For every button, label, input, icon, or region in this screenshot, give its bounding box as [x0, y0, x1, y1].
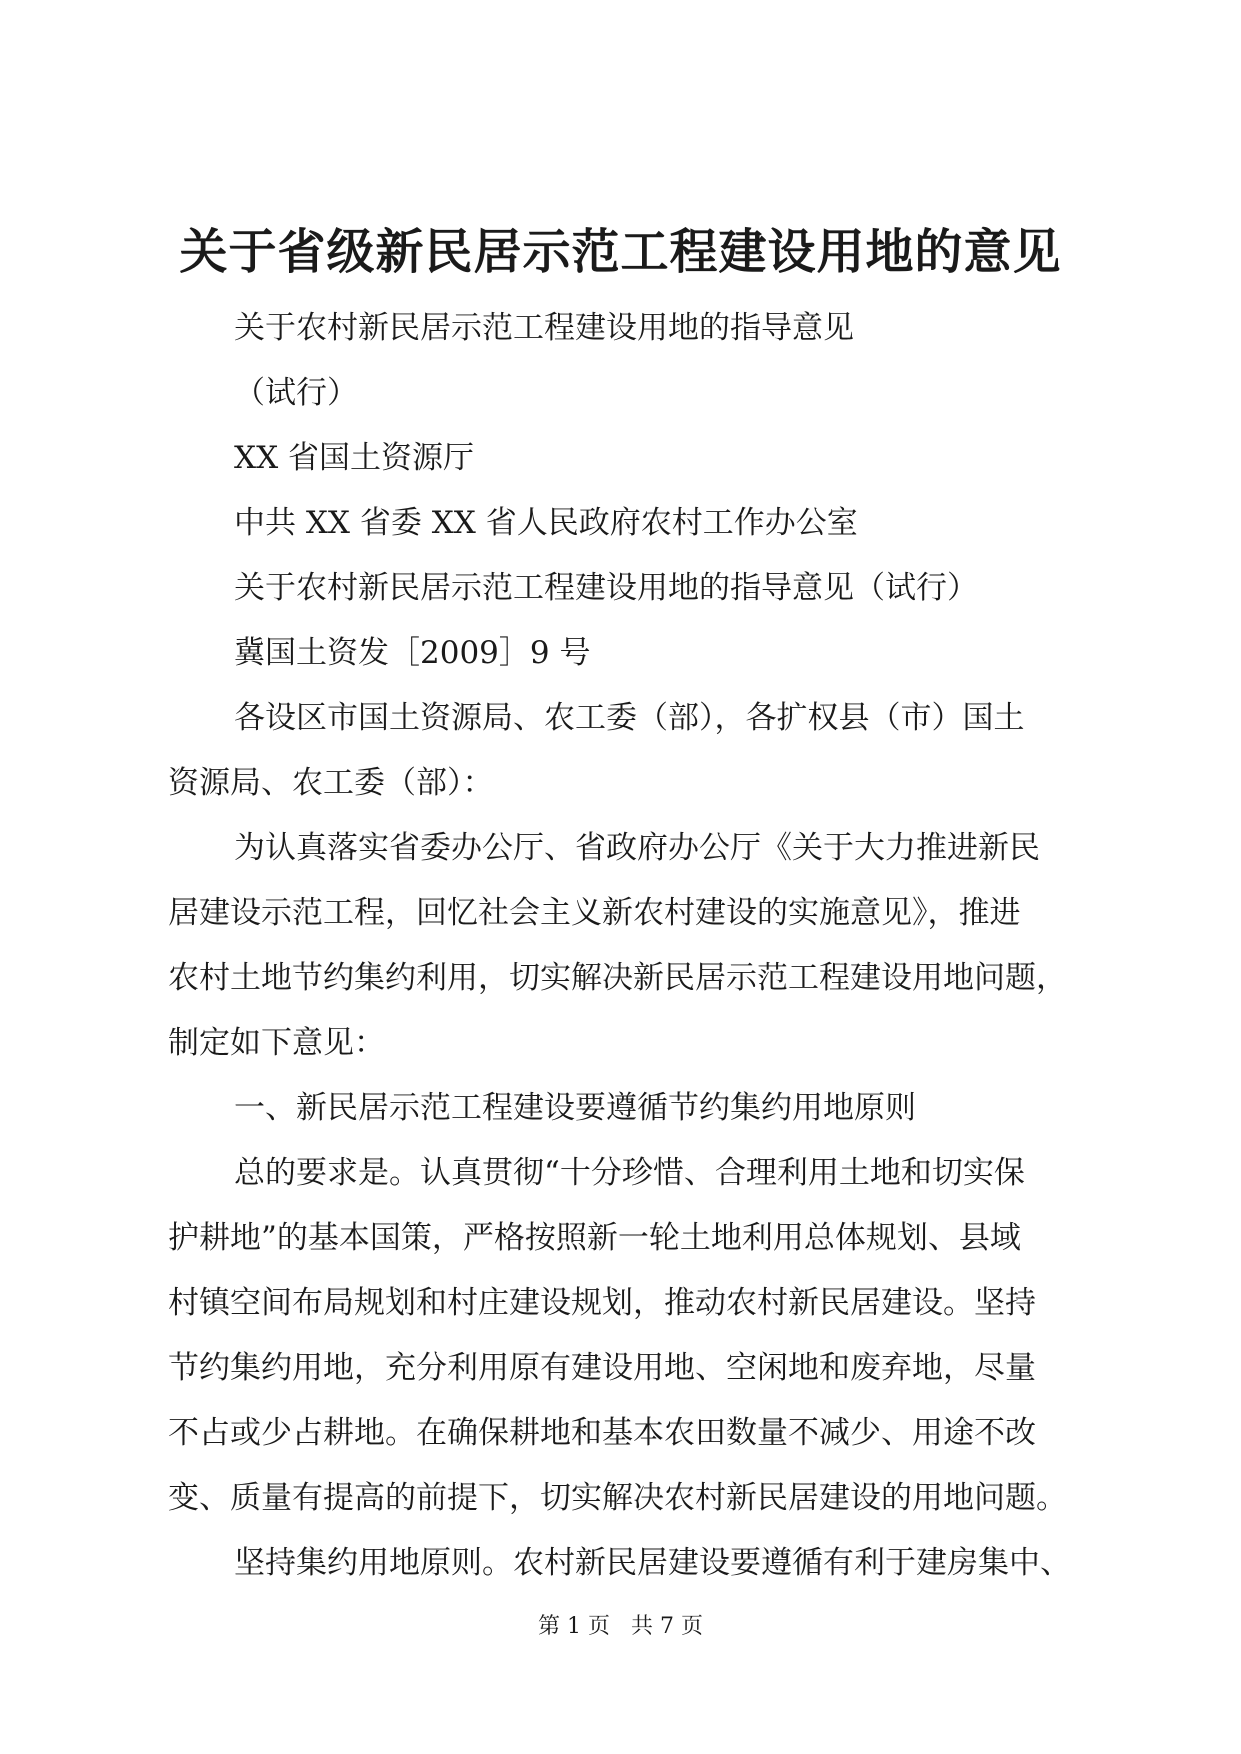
document-body [168, 296, 1084, 1596]
body-line: 变、质量有提高的前提下，切实解决农村新民居建设的用地问题。 [168, 1480, 1067, 1516]
body-line: 关于农村新民居示范工程建设用地的指导意见 [234, 310, 854, 346]
body-line: 农村土地节约集约利用，切实解决新民居示范工程建设用地问题， [168, 960, 1067, 996]
body-line: 中共 XX 省委 XX 省人民政府农村工作办公室 [234, 505, 858, 541]
page-footer [0, 1612, 1241, 1642]
body-line: 节约集约用地，充分利用原有建设用地、空闲地和废弃地，尽量 [168, 1350, 1036, 1386]
body-line: 关于农村新民居示范工程建设用地的指导意见（试行） [234, 570, 978, 606]
body-line: 不占或少占耕地。在确保耕地和基本农田数量不减少、用途不改 [168, 1415, 1036, 1451]
body-line: 各设区市国土资源局、农工委（部），各扩权县（市）国土 [234, 700, 1025, 736]
body-line: 坚持集约用地原则。农村新民居建设要遵循有利于建房集中、 [234, 1545, 1071, 1581]
body-line: （试行） [234, 375, 358, 411]
page-number: 第 1 页 [538, 1614, 610, 1639]
body-line: 居建设示范工程，回忆社会主义新农村建设的实施意见》，推进 [168, 895, 1021, 931]
body-line: 冀国土资发［2009］9 号 [234, 635, 591, 671]
body-line: 为认真落实省委办公厅、省政府办公厅《关于大力推进新民 [234, 830, 1040, 866]
body-line: XX 省国土资源厅 [234, 440, 474, 476]
body-line: 总的要求是。认真贯彻“十分珍惜、合理利用土地和切实保 [234, 1155, 1025, 1191]
body-line: 制定如下意见： [168, 1025, 385, 1061]
document-title: 关于省级新民居示范工程建设用地的意见 [179, 224, 1062, 280]
body-line: 村镇空间布局规划和村庄建设规划，推动农村新民居建设。坚持 [168, 1285, 1036, 1321]
page-total: 共 7 页 [631, 1614, 703, 1639]
body-line: 资源局、农工委（部）： [168, 765, 494, 801]
body-line: 护耕地”的基本国策，严格按照新一轮土地利用总体规划、县域 [168, 1220, 1021, 1256]
body-line: 一、新民居示范工程建设要遵循节约集约用地原则 [234, 1090, 916, 1126]
